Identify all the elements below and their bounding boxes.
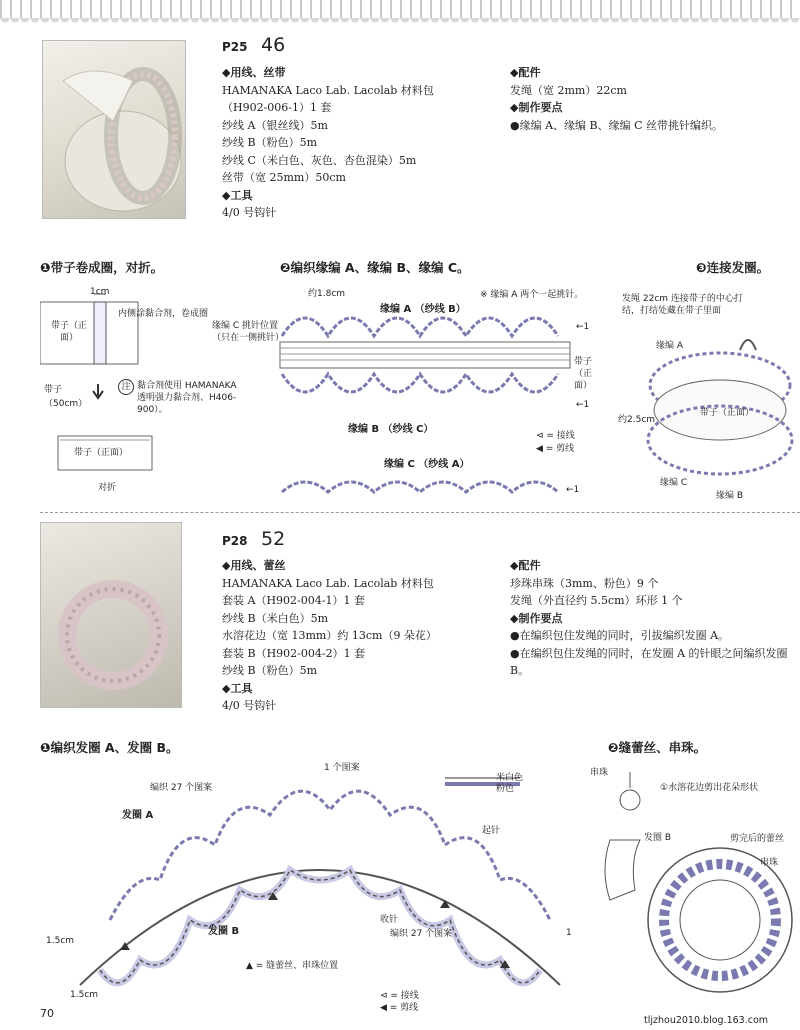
tools-heading: ◆工具 — [222, 188, 253, 202]
material-line: 纱线 B（米白色）5m — [222, 611, 329, 625]
hair-band-note: 发绳 22cm 连接带子的中心打结，打结处藏在带子里面 — [622, 294, 743, 316]
material-line: 纱线 A（银丝线）5m — [222, 118, 328, 132]
row-arrow: ←1 — [576, 322, 590, 332]
accessories-heading: ◆配件 — [510, 559, 541, 572]
folded-tape-front: 带子（正面） — [74, 448, 129, 458]
step2-title-52: ❷缝蕾丝、串珠。 — [608, 740, 707, 755]
material-line: HAMANAKA Laco Lab. Lacolab 材料包 — [222, 576, 434, 590]
accessories-52 — [510, 557, 790, 680]
step1-title-46: ❶带子卷成圈，对折。 — [40, 260, 164, 275]
page-ref-52: P28 — [222, 534, 248, 548]
lace-scallop — [0, 18, 800, 26]
hair-tie-photo-46 — [43, 41, 185, 218]
edge-diagram-46 — [270, 300, 600, 500]
tool-line: 4/0 号钩针 — [222, 699, 277, 712]
point-line: ●在编织包住发绳的同时，引拔编织发圈 A。 — [510, 629, 730, 642]
after-cut-label: 剪完后的蕾丝 — [730, 834, 785, 844]
down-arrow-icon — [93, 384, 103, 398]
finish-label: 收针 — [380, 915, 399, 925]
points-heading: ◆制作要点 — [510, 611, 563, 625]
ring-edge-b-label: 缘编 B — [716, 491, 744, 501]
legend-join: ⊲ = 接线 — [536, 431, 575, 441]
tape-band — [280, 342, 570, 368]
ring-b-hand — [605, 840, 640, 900]
lace-ring-inner — [680, 880, 760, 960]
materials-heading: ◆用线、蕾丝 — [222, 559, 286, 572]
lace-diagram-52 — [590, 760, 800, 1020]
edge-b-arcs — [282, 374, 558, 392]
cm-label-b: 1.5cm — [70, 990, 99, 1000]
fold-label: 对折 — [98, 483, 117, 493]
legend-cut: ◀ = 剪线 — [536, 444, 575, 454]
row-number: 1 — [566, 928, 572, 938]
site-watermark: tljzhou2010.blog.163.com — [644, 1015, 769, 1026]
material-line: 套装 B（H902-004-2）1 套 — [222, 646, 366, 660]
row-arrow: ←1 — [576, 400, 590, 410]
cut-flower-note: ①水溶花边剪出花朵形状 — [660, 783, 759, 793]
materials-heading: ◆用线、丝带 — [222, 66, 286, 79]
material-line: 纱线 C（米白色、灰色、杏色混染）5m — [222, 153, 417, 167]
ring-b-label-2: 发圈 B — [644, 833, 672, 843]
note-mark: 注 — [118, 379, 134, 395]
cm-label-a: 1.5cm — [46, 936, 75, 946]
step1-title-52: ❶编织发圈 A、发圈 B。 — [40, 740, 179, 755]
knit-27b-label: 编织 27 个图案 — [390, 929, 453, 939]
ring-edge-c-label: 缘编 C — [660, 478, 688, 488]
section-divider — [40, 512, 800, 513]
ring-a-loops — [110, 791, 550, 920]
edge-c-label: 缘编 C （纱线 A） — [384, 459, 470, 470]
bead-label: 串珠 — [590, 768, 609, 778]
material-line: 水溶花边（宽 13mm）约 13cm（9 朵花） — [222, 629, 437, 642]
page-ref-46: P25 — [222, 40, 248, 54]
spacing-label: 约1.8cm — [308, 289, 346, 299]
one-motif-label: 1 个图案 — [324, 763, 360, 773]
ring-height: 约2.5cm — [618, 415, 656, 425]
legend-cut: ◀ = 剪线 — [380, 1003, 419, 1013]
lace-ring-photo-52 — [41, 523, 181, 707]
points-heading: ◆制作要点 — [510, 101, 563, 114]
material-line: 纱线 B（粉色）5m — [222, 136, 318, 149]
point-line: ●在编织包住发绳的同时，在发圈 A 的针眼之间编织发圈 B。 — [510, 646, 788, 677]
tape-rows — [280, 348, 570, 360]
material-line: 纱线 B（粉色）5m — [222, 664, 318, 677]
project-number-46: 46 — [261, 34, 286, 56]
tape-length: （50cm） — [44, 399, 88, 409]
edge-a-note: ※ 缘编 A 两个一起挑针。 — [480, 290, 584, 300]
edge-a-arcs — [282, 318, 558, 336]
material-line: HAMANAKA Laco Lab. Lacolab 材料包 — [222, 83, 434, 97]
cm-label: 1cm — [90, 287, 110, 297]
tools-heading: ◆工具 — [222, 681, 253, 695]
edge-a-label: 缘编 A （纱线 B） — [380, 304, 466, 315]
step2-title-46: ❷编织缘编 A、缘编 B、缘编 C。 — [280, 260, 470, 275]
step3-title-46: ❸连接发圈。 — [696, 260, 770, 275]
material-line: 套装 A（H902-004-1）1 套 — [222, 594, 365, 607]
point-line: ●缘编 A、缘编 B、缘编 C 丝带挑针编织。 — [510, 118, 724, 132]
edge-b-label: 缘编 B （纱线 C） — [348, 424, 434, 435]
lace-border-top — [0, 0, 800, 18]
product-photo-46 — [42, 40, 186, 219]
glue-note: 内侧涂黏合剂，卷成圈 — [118, 309, 209, 319]
accessories-heading: ◆配件 — [510, 66, 541, 79]
legend-cream: 米白色 — [496, 773, 524, 783]
bead-label-2: 串珠 — [760, 858, 779, 868]
materials-52 — [222, 557, 437, 715]
project-number-52: 52 — [261, 528, 286, 550]
material-line: 丝带（宽 25mm）50cm — [222, 171, 346, 184]
lace-flower-icon — [620, 790, 640, 810]
edge-c-pick-label: 缘编 C 挑针位置（只在一侧挑针） — [212, 321, 285, 343]
hair-band-loop — [740, 340, 756, 350]
material-line: （H902-006-1）1 套 — [222, 101, 332, 114]
glue-strip — [94, 302, 106, 364]
legend-triangle: ▲ = 缝蕾丝、串珠位置 — [246, 961, 339, 971]
materials-46 — [222, 64, 434, 222]
ring-tape-label: 带子（正面） — [700, 408, 755, 418]
knit-27-label: 编织 27 个图案 — [150, 783, 213, 793]
accessories-46 — [510, 64, 723, 134]
start-label: 起针 — [482, 826, 501, 836]
ring-diagram-52 — [40, 760, 600, 1010]
accessory-line: 发绳（宽 2mm）22cm — [510, 83, 627, 97]
ring-b-label: 发圈 B — [208, 926, 240, 937]
tape-front-label-2: 带子（正面） — [574, 357, 593, 391]
tool-line: 4/0 号钩针 — [222, 206, 277, 219]
ring-a-label: 发圈 A — [122, 810, 154, 821]
accessory-line: 珍珠串珠（3mm、粉色）9 个 — [510, 576, 659, 590]
page-number: 70 — [40, 1007, 54, 1020]
product-photo-52 — [40, 522, 182, 708]
tape-label: 带子 — [44, 385, 63, 395]
edge-c-arcs — [282, 482, 558, 492]
ring-edge-a-label: 缘编 A — [656, 341, 684, 351]
legend-join: ⊲ = 接线 — [380, 991, 419, 1001]
tape-front-label: 带子（正面） — [50, 321, 87, 343]
accessory-line: 发绳（外直径约 5.5cm）环形 1 个 — [510, 594, 683, 607]
row-arrow: ←1 — [566, 485, 580, 495]
glue-note-text: 黏合剂使用 HAMANAKA 透明强力黏合剂、H406-900）。 — [137, 381, 237, 415]
legend-pink: 粉色 — [496, 784, 515, 794]
